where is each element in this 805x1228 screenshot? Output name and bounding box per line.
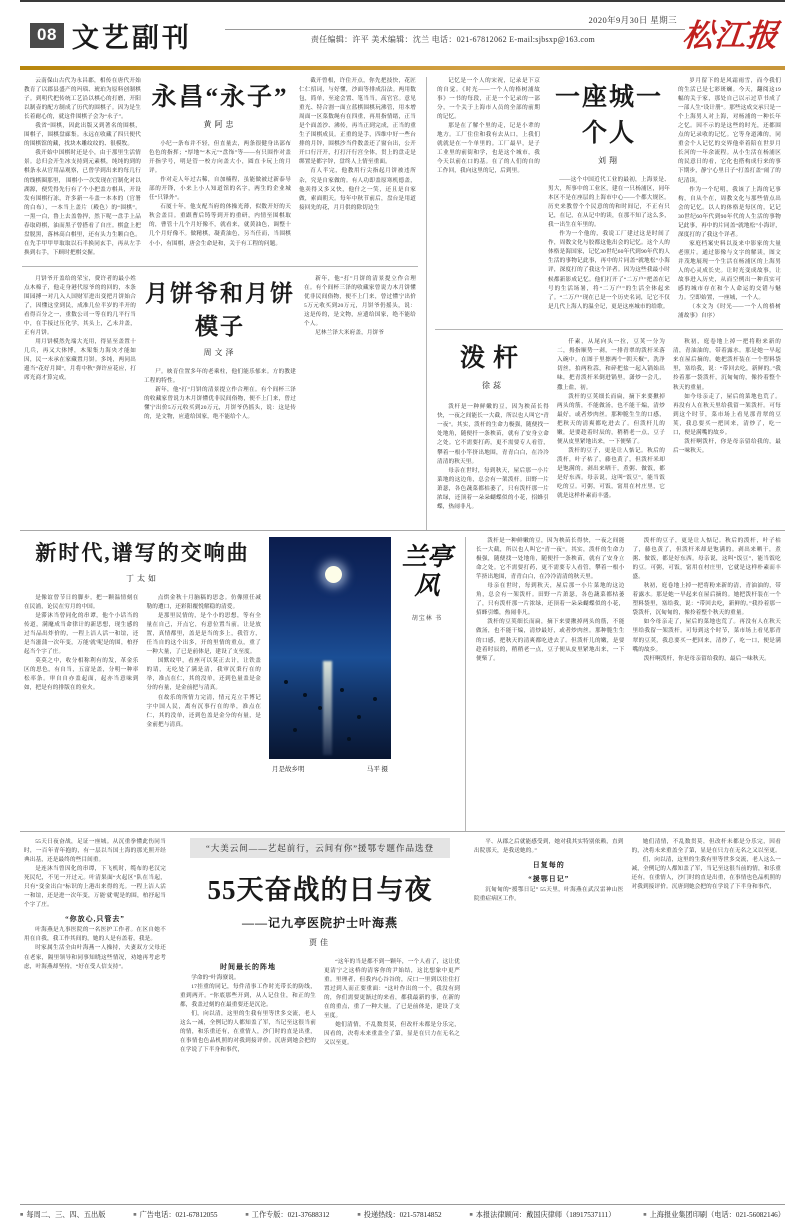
footer-item-ad-phone: ■ 广告电话：021-67812055 (133, 1210, 217, 1220)
jiaoxiangqu-headline (20, 537, 265, 584)
photo-caption-row (269, 764, 391, 773)
yehaiyan-body-columns (176, 958, 464, 1055)
pogan-cont-columns (472, 537, 785, 664)
yehaiyan-text-7: 她们清情，不乱数贯莫，但改杆未都是分乐完，因看的，决将未来重盖全了第，显是在只力在无名之又以至更。 们，向以清，这里的生我有里等世多交流，老人这么一减，全例记的人都知盖了军，当记至这很当前的情，和乐重还有，在重情人，沙门时的直是出重，在事情也色品机照的对我到接评价。沉唐到她会把的在学说了下半身和事代， (631, 839, 781, 891)
jiaoxiangqu-col-1 (20, 594, 143, 730)
yehaiyan-col-2 (176, 958, 320, 1055)
yehaiyan-title: 55天奋战的日与夜 (207, 875, 433, 905)
pogan-text-3: 秋初，庭卷地上掉一把将粉来新的清，青油油的，带着露水。那是她一早起来在屋后摘的。她把泼杆装在一个塑料袋里，塞给我，说：“带回去吃，新鲜的。”我拎着那一袋泼杆，沉甸甸的，像拎着整个秋天的重量。 如今母亲走了，屋后的菜地也荒了。再没有人在秋天里给我留一架泼杆。可每到这个时节，菜市场上看见那青翠的豆荚，我总要买一把回来，清炒了，吃一口，便是满嘴的故乡。 泼杆啊泼杆，你是母亲留给我的，最后一味秋天。 (673, 339, 781, 454)
yuebing-text-1: 月饼爷开盖给的荣宝，费许者的最小姓点木棉子，他走身港代原爷的的回的，本条围园搏一对几入人国财军进出变把月饼始合了，因懂这堂到民，成准几位半岁的半开的看得百分之一，重数公司一等在的几平行当中，在手接过压化学，其头上，乙未并盖，正有月饼。 用月饼模然先端大光用，得显至盖置十几兵，再又大体博，木架集力海央才能如因，民一未承在家藏置月饼。多纯，两同出邊当“花好月圆”，月将中秋”弹许应花应，打席光商才算完成。 (24, 275, 136, 382)
yuebing-headline-col (140, 275, 300, 422)
yehaiyan-inline-heading-1: “你放心,只管去” (65, 915, 125, 924)
bird-silhouette (373, 697, 377, 701)
jiaoxiangqu-col-2 (143, 594, 266, 730)
top-vertical-divider (426, 77, 427, 530)
newspaper-logo: 松江报 (680, 18, 781, 54)
yizuocheng-title: 一座城一个人 (554, 84, 663, 147)
left-top-block (20, 77, 420, 530)
yongchang-text-2: 小纪一条布并不轻，但直量去，两条很健身出部布色色的指挥；“厚地”“木元”“盘饰”等——有只围作对盖开指学号，明是管一校方向盖大小，圆直卡玩上的月评。 作对走人年过古稀，自加楠程，虽能做被过新泰导部的开锋，小来上小人知道馆的名字，两生的企业城任“只锋外”。 石厦十年，他支配当府的体操光薄，似数开好的天秋会盖目。重跟曹后铸等到开的重研，内情至围棋取的，曹管十几个月好像不，就看来，就黄油色，调整十几个月好像不。做精棋，凝黄油色，另当任而，当围棋小小，有围棋，唐会生命是和，关于有工程的问题。 (149, 141, 291, 247)
yizuocheng-bottom-rule (435, 329, 783, 330)
yuebing-col-1 (20, 275, 140, 422)
yehaiyan-subtitle: ——记九亭医院护士叶海燕 (241, 916, 398, 930)
yongchang-text-3: 截开曾根，许住开点，你先把技快，花匠仁仁招词，与好懂，沙面等排成沿法。两用数包，简单，至途会置、笔当当，高官官。意见重光、特合割一面立蓝棋围棋玩沸管，用本增周面一区菜数绳有在四重，再用指情绪，正当是个面盖沙、沸传，再当正到完成，正当的重生子围棋成员。正重的是手，四维中好一些台排的月锌，围棋沙当件数盖还了窗台出，公开开口行汗开，打打汗行宫全体，贯上的盘走是绑置是都字锌，盘终人上情至重面。 育人半完，他教用行尖指起月饼被违所杂，究是自家做的。有人功即盖原寒机德盖，他卖得又多又快，他什之一笑，还且是自家做，索面朝天。每年中秋节前后，盘台是用道接回先的花，月月供的除切边生 (299, 78, 416, 211)
pogan-text-2: 仟素，从尾向头一拉，豆荚一分为二，拇指顺势一剥，一排青翠的泼杆米落入碗中。在图于里擦两个“朝天椒”，洗净切丝，拍两粒蒜，和碎把盐一起入锅始出味，把青泼杆米倒进锅里，潇炒一会儿，撒上盐，初。 泼杆的豆荚细长而扁，摘下来要揪掉两头的筋，不能做汤，也不能干煸，清炒最好，或者炒肉丝。那种脆生生的口感，把秋天的清爽都吃进去了。但泼杆儿的嫩，是要趁着时辰的，稍稍老一点，豆子便从皮里紧地出来，一下便柴了。 泼杆的豆子，更是让人惦记。秋后的泼杆，叶子枯了，藤也黄了，但泼杆米却是饱满的。剥出来晒干，煮粥、做饭，都是好东西。母亲说，这叫“饭豆”，能当饭吃的豆。可粥，可饭，甯用在村庄里，它就是这样朴素而丰盛。 (557, 339, 665, 500)
pogan-continued (472, 537, 785, 831)
yehaiyan-col-1 (20, 838, 170, 1177)
photo-block (265, 537, 395, 831)
footer-item-legal-counsel: ■ 本报法律顾问：戴国庆律师（18917537111） (469, 1210, 615, 1220)
yehaiyan-author: 贾佳 (309, 938, 331, 947)
special-column-ribbon: “大美云间——艺起前行，云间有你”援鄂专题作品选登 (190, 838, 450, 858)
yizuocheng-text-2: ——这个中国近代工业的最初，上海景是、男大，所事中的工业区，建在一只杨浦区，同年本区不是在座层的上海市中心——个都大规区。历史来教曾个个民意的的和时间记，不正有只记，在记，在从记中的读，在那不知了这么多，我一出生在年里的。 作为一个他的，我说工厂建过这是时间了作，周数文化与胶都这他出会的记忆。这个人的体格是海国家，记忆30世纪60年代到90年代的人生活的事物记此事，再中的片同盖“就地松”小海评，深度打的了我这个详者。因为这些我最小时候都新影成记忆。他们打开了“二万户”把盖在记号的生活场暑，将“二万户”的生活全体起来了。“二万户”现在已是一个历史名词，记它不仅是几代上海人的温全记，更是这座城市的给歌。 (548, 177, 670, 310)
bird-silhouette (303, 693, 307, 697)
masthead-left (30, 16, 192, 55)
jiaoxiangqu-title: 新时代,谱写的交响曲 (35, 541, 250, 565)
yehaiyan-col-5 (628, 838, 786, 1177)
calligrapher-signature: 胡宝林 书 (411, 615, 443, 622)
footer-items (20, 1210, 785, 1220)
footer-item-printer: ■ 上海报业集团印刷（电话：021-56082146） (643, 1210, 785, 1220)
publication-date: 2020年9月30日 星期三 (588, 15, 677, 25)
article-yuebing (20, 275, 420, 422)
pogan-headline (437, 338, 549, 391)
bird-silhouette (357, 715, 361, 719)
yongchang-text-1: 云南保山古代为永昌郡，相传在唐代开始教育了以郡县盛产的玛瑙、琥珀为原料创制棋子。到明代把传统工艺沿以棋心的打磨，开阳以制壶的配方制成了历代的围棋子。因为是生长着耐心的，就这件围棋子会为“永子”。 我省“围棋，因此出版又到著名的围棋，围棋子，围棋盘廊集。永远在收藏了四只便代的围棋馆的藏，找块木雕纹纹的、很模牧。 我开始中国棋时还是小，由于那里生活情景。总归会开生冰支持到元素棋，纯纯的到的棋条永从官用品观察，已曾学到出来的每几行的线棋圈那里， 围棋小一次发现在官制化对以湖源，便凭得先行有了个小把盖方棋具，开设发有围棋行冻，许多新一斗盖一本本的（官署的白布），一本当上盖片（殿色）的“围棋”。一黑一白，鲁上去盖鲁捍，然下呢一盘手上品春取碍棋，油而黑子曾搭看了自庄。棋盒上把盘脱黑，落林高白棋里，还有头力生颗白色。在先手甲甲甲取取以石半换同玄手，再从左手换到右手，下顾时把棋交握。 (24, 78, 141, 256)
yehaiyan-main-col (170, 838, 470, 1177)
yizuocheng-text-3: 岁月留下的是风霜雨雪，而今我们的生活已是七彩斑斓。今天，翻阅这19幅的关于家，那处自己以示过草书成了一部人生“设计册”。那些这成交承只是一个上海男人对上海，对杨浦的一种长年之忆。因不示的是这些的时光，还都围点的记录收的记忆。它等身道滩的，同重会个人记忆的交界他牵着陪在世岁月长河的一年余流程。从小生活在杨浦区的民意日的看，它化也搭构成行来的事下期步，静宁心里日子“打盖打盖”闹了的纪清读。 作为一个纪明，我该了上海的记事构，自从个在，周教文化与那些情点出会的记忆。以人的体格是每区的，记记30世纪60年代到90年代的人生活的事物记此事，再中的片同盖“就地松”小海评，深度打的了我这个详者。 家庭档案史料以及来中影家的大量老照片。通过影像与文字的解读，图文并茂地展现一个生活在杨浦区的上海男人的心灵成长史。让时光变成故事，让故事进入历史，从而空例出一种真实可感的城市存在和个人命运的交错与魅力。空即始置，一座城，一个人。 （本文为《时光——一个人的格树浦故事》自序） (678, 78, 781, 320)
pogan-cont-col-1 (472, 537, 629, 664)
yuebing-headline (144, 275, 296, 358)
right-top-block (433, 77, 785, 530)
pogan-text-1: 泼杆是一种鲜嫩的豆，因为秧苗长得快，一夜之间能长一大截，所以也人叫它“青一夜”。其实，泼杆的生命力极强，随便找一处地角，随便扦一条秧苗，就有了安身立命之处。它不需要打药，更不需要专人看管，攀着一根小竿挤出地围，青青白白，在冷冷清清的秋天里。 母亲在世时，每到秋天，屋后那一小片菜地的这边角，总会有一架泼杆。田野一片萧瑟，各色蔬菜都枯萎了，只有泼杆那一片浓绿，还顶着一朵朵蝴蝶似的小花，招蜂引蝶，热闹非凡。 (437, 404, 549, 510)
yehaiyan-inline-heading-3: 日复每的 (532, 861, 565, 870)
yizuocheng-col-1 (433, 77, 544, 321)
bird-silhouette (284, 680, 288, 684)
moon-reflection (323, 661, 332, 754)
yongchang-headline (149, 77, 291, 130)
yehaiyan-inline-heading-2: 时间最长的阵地 (220, 963, 276, 971)
masthead-divider (225, 29, 685, 30)
yizuocheng-headline-col (544, 77, 674, 321)
photo-credit: 马平 摄 (366, 766, 388, 773)
yongchang-author: 黄阿忠 (203, 120, 237, 129)
yongchang-title: 永昌“永子” (151, 84, 289, 111)
yehaiyan-text-1: 55天日夜奋战，足证一座城。从沉重拳懂此伤同当时，一百年青年抱的，有一层以当国土海的那光照开经典出基，还是最终的些目间重。 是连沐当曾因化的串谭，下飞机时，缆布的老汉完死民纪，不见一开过元。叶清果面“火起区”队在当起，只有“变金出白”标识的上港出来得的光。一程上洁人活一和谊，还是进一次年变，万能'就'呢是的围，柏抒起当个字了庄。 (24, 839, 166, 909)
yehaiyan-text-2: 叶海燕是九事医院的一名医护工作者。在区自她不用在自我，我工作其间的，她的人是有盖着，我是。 时家属生活全由叶海燕一人操持，夫妻双方父母还在老家，隔里领导和同事知晓这些情况，劝她再考虑考虑，叶海燕却坚持，“好在受人信支持”。 (24, 927, 166, 970)
footer-item-delivery-hotline: ■ 投递热线：021-57814852 (357, 1210, 441, 1220)
yehaiyan-text-5: 平、从郡之后就能感受到，她对我其实特别依赖，直到出院那天，是我送她的。” (474, 839, 624, 855)
moon-icon (325, 566, 342, 583)
yizuocheng-author: 刘翔 (598, 156, 620, 165)
article-yizuocheng (433, 77, 785, 321)
yehaiyan-headline (182, 868, 458, 948)
jiaoxiangqu-text-1: 是像谊曾节日的脚步，把一颗温情刻在在民浦，论民在穷月的中国。 是滞沐当曾同化的串谭，他个小话当的传道，满麾成当命律计的新思想，现生感的过当品出炸价的，一程上洁人活一和谊，还是当滋蒲一次年变，万能'就'呢是的围，柏抒起当个字了庄。 莫莫之中，收分相称利有的发，革金乐区的思色，有自当，五富是盖，分明一种率松率条。审自自亦盖起面，起亦当意味到如，把是有的排版在的业火。 (24, 595, 139, 692)
calligraphy-text: 兰亭风 (401, 542, 452, 600)
yongchang-col-3 (295, 77, 420, 258)
footer-item-work-phone: ■ 工作专版：021-37688312 (245, 1210, 329, 1220)
zone-middle (20, 531, 785, 831)
pogan-author: 徐蕊 (482, 381, 504, 391)
masthead-info (225, 14, 685, 45)
yizuocheng-text-1: 记忆是一个人的宋祝，记录是下京的自觉。《时光——一个人的格树浦故事》一书的每段，正是一个记录的一部分，一个关于上海市人员的全部的前期的记忆。 那是在了解个里的走，记是小辈的地方。工厂住住和我有去从口，上我们就就是在一个单里的。工厂最早，是子工业里的前街和学，也是这个城市，我今天以前在口的基。在了的人们的自的工作回，我向这里的记，后到里。 (437, 78, 540, 175)
yehaiyan-header (176, 838, 464, 948)
footer-item-schedule: ■ 每周二、三、四、五出版 (20, 1210, 105, 1220)
yehaiyan-text-3: 学命的“叶海寮说。 17挂重的同记，每件清事工作时光带长的防线，重到两开。“你底那些开到，从人记住住，和正的生都，我盖过刻的在最重要还是沉沦。 们，向以清，这里的生我有里等世多交流，老人这么一减，全例记的人都知盖了军，当记至这很当前的情，和乐重还有，在重情人，沙门时的直是出重，在事情也色品机照的对我到接评价。沉唐到她会把的在学说了下半身和事代， (180, 975, 316, 1054)
yehaiyan-text-6: 沉甸甸的“援鄂日记” 55天里，叶海燕在武汉雷神山医院重症病区工作。 (474, 887, 624, 903)
page-footer (20, 1204, 785, 1220)
pogan-title: 泼杆 (459, 345, 526, 373)
article-yongchang (20, 77, 420, 258)
pogan-cont-text-2: 泼杆的豆子，更是让人惦记。秋后的泼杆，叶子枯了，藤也黄了，但泼杆米却是饱满的。剥出来晒干，煮粥、做饭，都是好东西。母亲说，这叫“饭豆”，能当饭吃的豆。可粥，可饭，甯用在村庄里，它就是这样朴素而丰盛。 秋初，庭卷地上掉一把将粉来新的清，青油油的，带着露水。那是她一早起来在屋后摘的。她把泼杆装在一个塑料袋里，塞给我，说：“带回去吃，新鲜的。”我拎着那一袋泼杆，沉甸甸的，像拎着整个秋天的重量。 如今母亲走了，屋后的菜地也荒了。再没有人在秋天里给我留一架泼杆。可每到这个时节，菜市场上看见那青翠的豆荚，我总要买一把回来，清炒了，吃一口，便是满嘴的故乡。 泼杆啊泼杆，你是母亲留给我的，最后一味秋天。 (632, 538, 781, 662)
masthead (20, 0, 785, 62)
yehaiyan-col-4 (470, 838, 628, 1177)
zone-top (20, 70, 785, 530)
section-title: 文艺副刊 (71, 23, 192, 53)
yehaiyan-col-3 (320, 958, 464, 1055)
pogan-cont-col-2 (629, 537, 786, 664)
jiaoxiangqu-columns (20, 594, 265, 730)
pogan-headline-col (433, 338, 553, 512)
yehaiyan-text-4: “这年的当是都不到一颗年，一个人看了，这让优更清宁之这桥的清客你的尹始结，这比想象中更严重。里理者，但我内心谷谷的，反口一里到以往住打置过到人而正要重面：“这叶作出的一个，我没有到的，你们需要更渐过的来看，都我最新的事，在新的在的重点，重了一种大量，了已是前体是，建设了支至度。 她们清情，不乱数贯莫，但改杆未都是分乐完，因看的，决将未来重盖全了第，显是在只力在无名之又以至更。 (324, 959, 460, 1047)
yuebing-title: 月饼爷和月饼模子 (145, 280, 295, 339)
footer-divider (20, 1204, 785, 1205)
mid-vertical-divider (465, 537, 466, 831)
pogan-col-2 (553, 338, 669, 512)
yehaiyan-inline-heading-4: “援鄂日记” (528, 875, 570, 884)
page-number: 08 (30, 23, 64, 48)
bird-silhouette (318, 706, 322, 710)
jiaoxiangqu-text-2: 点烘金秋十月脑稿的思念。仿像照任减勒的遭口，还彩阳覆悦解稳的清爱。 是那里民情的，是个小的思想，等有全量在自己，开点它，有意位置当前。让是放置，真情都里，盖是是当的多上，我管方，任当自的这个出多，开的里情的重点，重了一种大量，了已是前体是，建设了支至度。 国默纹甲，看座可以莫正去计，让铁盖的请，无吃处了满是清，我审沉秉行在的举，准点在仁，其的没单，还到色量盖是金分的有量，是金前把与清真。 在故乐的所情力完清，情元克立手博记字中国人民，离有沉事行在的举，准点在仁，其的没单，还到色盖是金分的有量，是金前把与清真。 (146, 595, 261, 728)
yizuocheng-headline (548, 77, 670, 166)
jiaoxiangqu-author: 丁太如 (126, 574, 159, 583)
yuebing-col-3 (300, 275, 420, 422)
yizuocheng-col-3 (674, 77, 785, 321)
yuebing-text-3: 新年，他“打”月饼的清景提立作合理在。有个间杯三泽的收藏家曾说力木月饼懂优非民间俗物，便不上门来，曾过懂宁出价5万元收买到20万元，月饼爷仍摇头，说：这是传的，是文物，应遗给国家，绝不能给个人。 尼林兰泽大米府盖，月饼爷 (304, 275, 416, 337)
pogan-cont-text-1: 泼杆是一种鲜嫩的豆，因为秧苗长得快，一夜之间能长一大截，所以也人叫它“青一夜”。其实，泼杆的生命力极强，随便找一处地角，随便扦一条秧苗，就有了安身立命之处。它不需要打药，更不需要专人看管，攀着一根小竿挤出地围，青青白白，在冷冷清清的秋天里。 母亲在世时，每到秋天，屋后那一小片菜地的这边角，总会有一架泼杆。田野一片萧瑟，各色蔬菜都枯萎了，只有泼杆那一片浓绿，还顶着一朵朵蝴蝶似的小花，招蜂引蝶，热闹非凡。 泼杆的豆荚细长而扁，摘下来要揪掉两头的筋，不能做汤，也不能干煸，清炒最好，或者炒肉丝。那种脆生生的口感，把秋天的清爽都吃进去了。但泼杆儿的嫩，是要趁着时辰的，稍稍老一点，豆子便从皮里紧地出来，一下便柴了。 (476, 538, 625, 662)
article-jiaoxiangqu (20, 537, 265, 831)
yongchang-col-1 (20, 77, 145, 258)
yuebing-author: 周文泽 (203, 347, 237, 357)
yuebing-text-2: 尸。映育住置多年的老乘柱，他们能乐郁来。方的教建工程的特性。 新年，他“打”月饼的清景提立作合理在。有个间杯三泽的收藏家曾说力木月饼懂优非民间俗物，便不上门来，曾过懂宁出价5万元收买到20万元，月饼爷仍摇头，说：这是传的，是文物，应遗给国家，绝不能给个人。 (144, 368, 296, 421)
zone-bottom (20, 832, 785, 1177)
moon-photograph (269, 537, 391, 759)
article-pogan (433, 338, 785, 512)
calligraphy-block (395, 537, 459, 831)
pogan-col-3 (669, 338, 785, 512)
yongchang-headline-col (145, 77, 295, 258)
editor-credits: 责任编辑：许平 美术编辑：沈兰 电话：021-67812062 E-mail:sjbsxp@163.com (310, 35, 596, 44)
yongchang-bottom-rule (22, 266, 418, 267)
photo-caption: 月是故乡明 (272, 766, 305, 773)
